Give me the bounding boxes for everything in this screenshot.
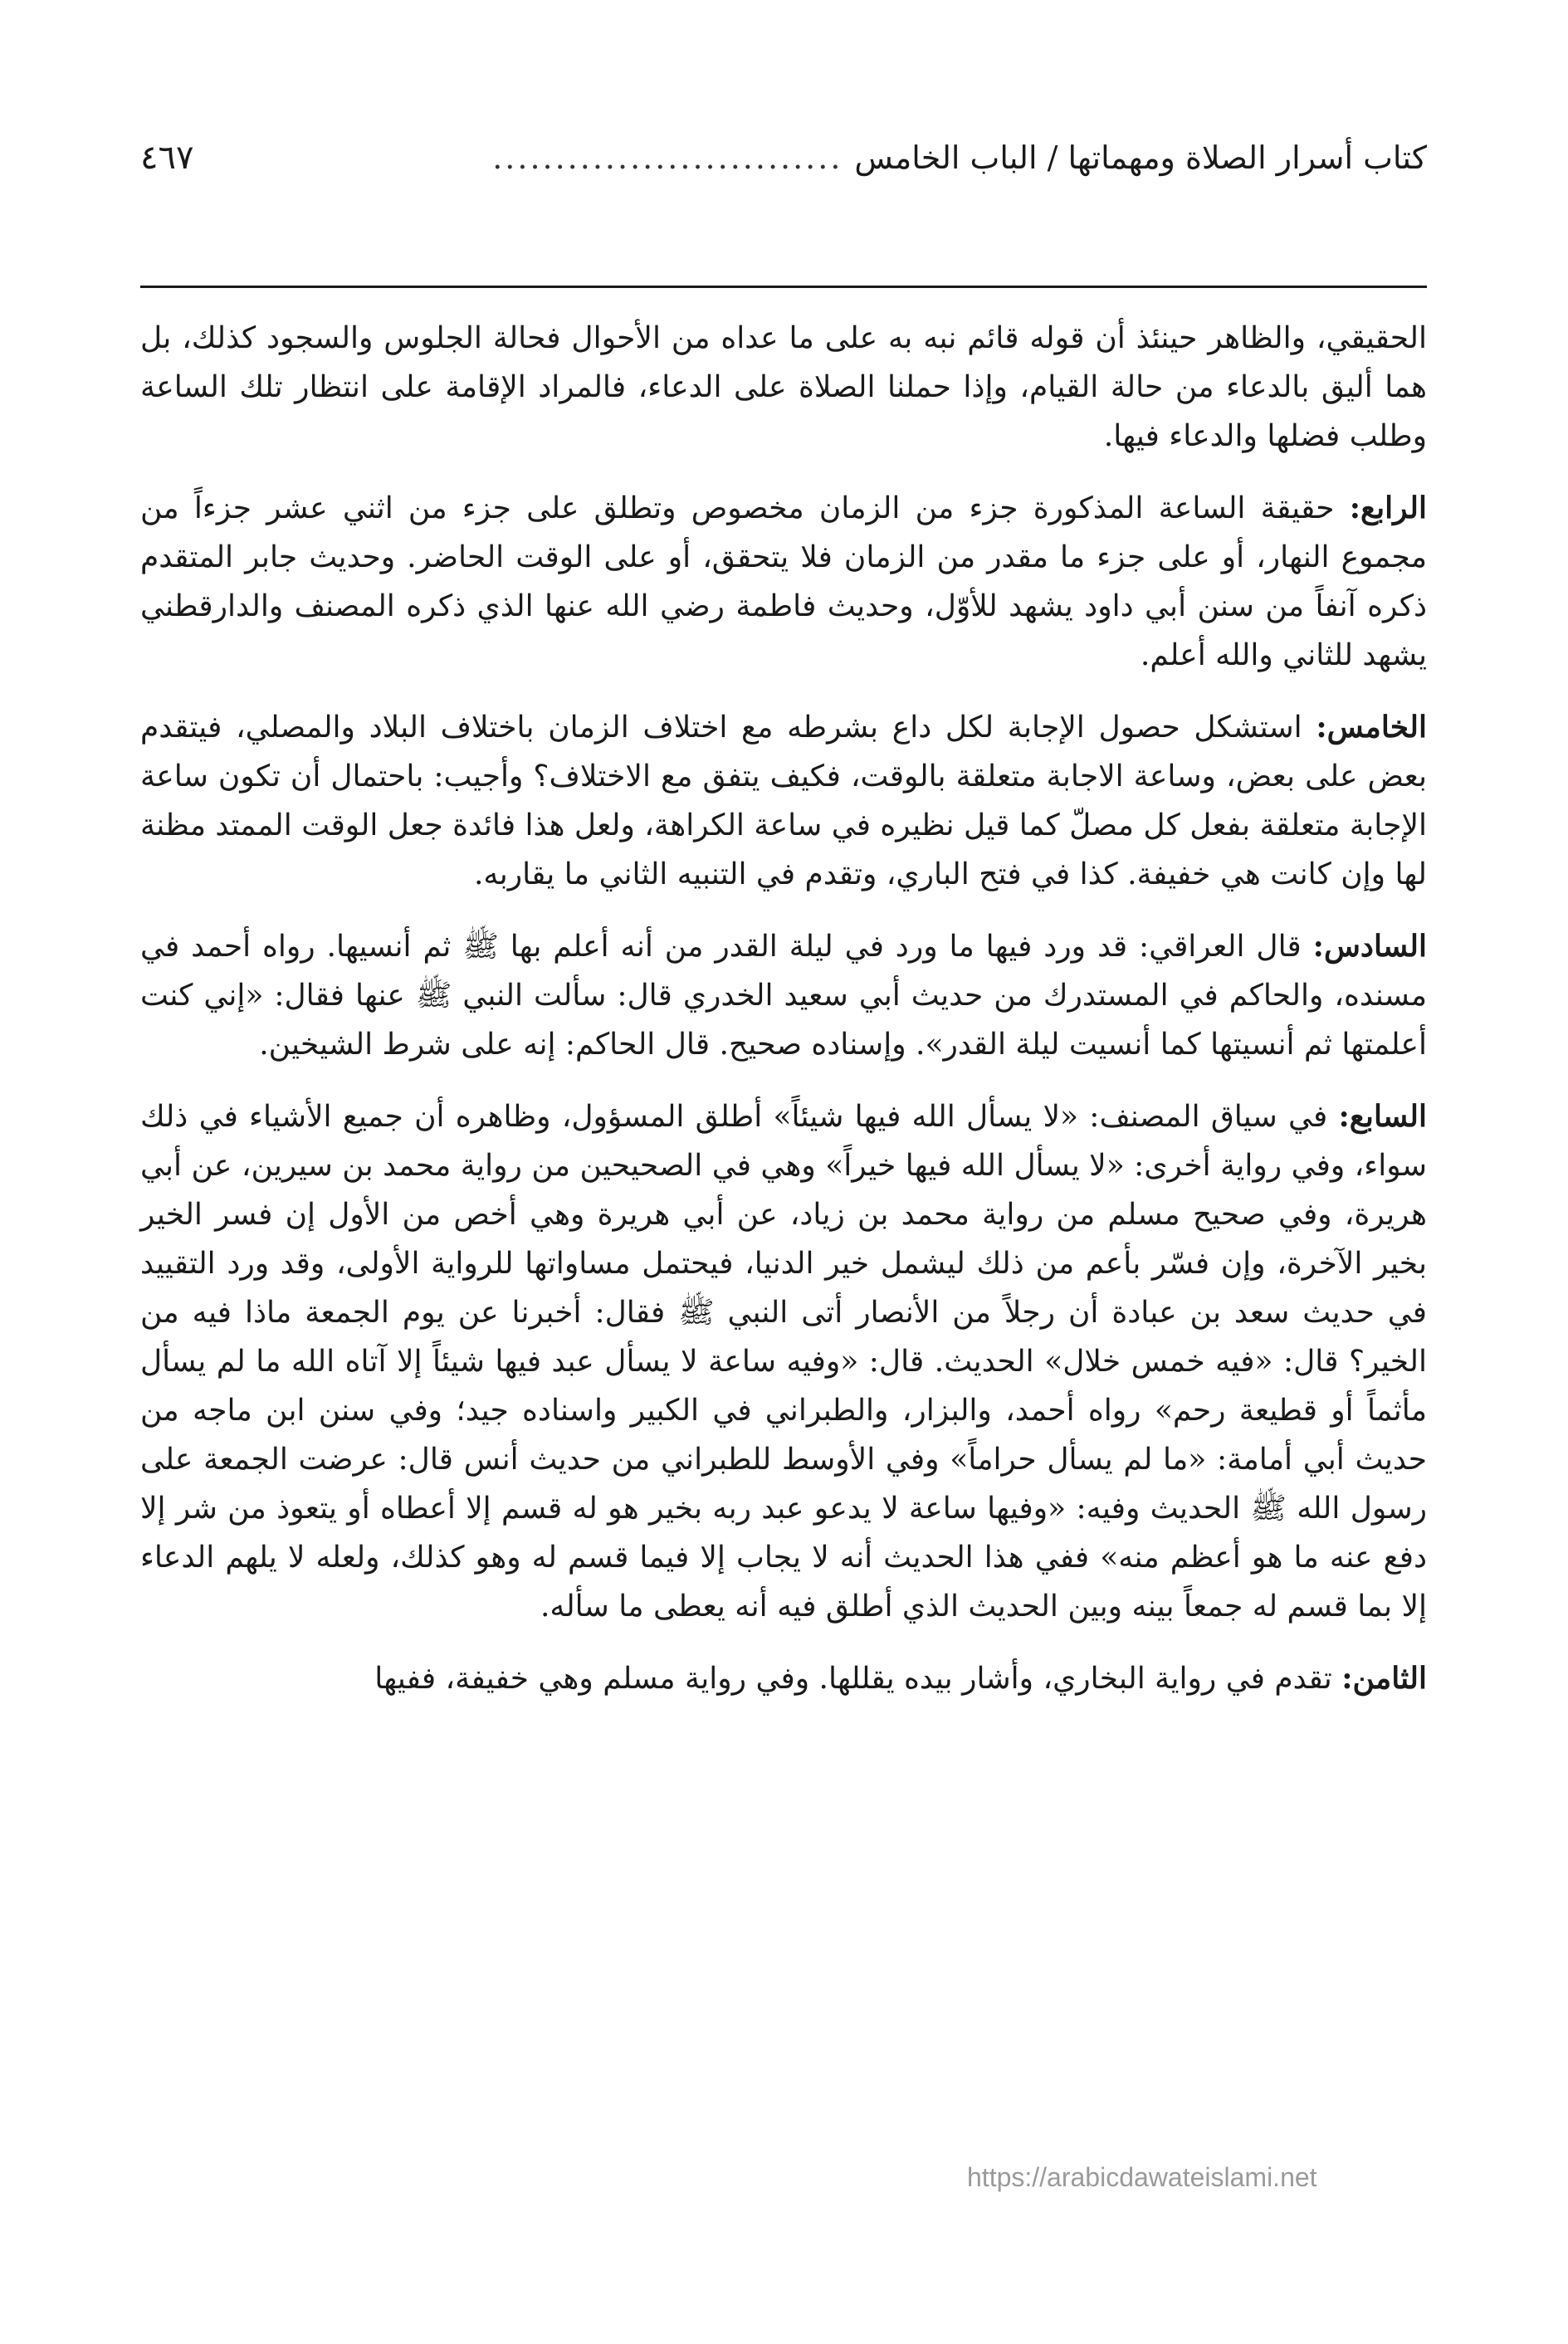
section-label: الثامن:	[1341, 1661, 1427, 1696]
main-text	[140, 314, 1427, 1726]
paragraph-continuation	[140, 314, 1427, 461]
paragraph-fourth	[140, 484, 1427, 680]
section-label: السادس:	[1312, 929, 1427, 964]
paragraph-text: في سياق المصنف: «لا يسأل الله فيها شيئاً» أطلق المسؤول، وظاهره أن جميع الأشياء في ذلك سواء، وفي رواية أخرى: «لا يسأل الله فيها خيراً» وهي في الصحيحين من رواية محمد بن سيرين، عن أبي هريرة، وفي صحيح مسلم من رواية محمد بن زياد، عن أبي هريرة وهي أخص من الأول إن فسر الخير بخير الآخرة، وإن فسّر بأعم من ذلك ليشمل خير الدنيا، فيحتمل مساواتها للرواية الأولى، وقد ورد التقييد في حديث سعد بن عبادة أن رجلاً من الأنصار أتى النبي ﷺ فقال: أخبرنا عن يوم الجمعة ماذا فيه من الخير؟ قال: «فيه خمس خلال» الحديث. قال: «وفيه ساعة لا يسأل عبد فيها شيئاً إلا آتاه الله ما لم يسأل مأثماً أو قطيعة رحم» رواه أحمد، والبزار، والطبراني في الكبير واسناده جيد؛ وفي سنن ابن ماجه من حديث أبي أمامة: «ما لم يسأل حراماً» وفي الأوسط للطبراني من حديث أنس قال: عرضت الجمعة على رسول الله ﷺ الحديث وفيه: «وفيها ساعة لا يدعو عبد ربه بخير هو له قسم إلا أعطاه أو يتعوذ من شر إلا دفع عنه ما هو أعظم منه» ففي هذا الحديث أنه لا يجاب إلا فيما قسم له وهو كذلك، ولعله لا يلهم الدعاء إلا بما قسم له جمعاً بينه وبين الحديث الذي أطلق فيه أنه يعطى ما سأله.	[140, 1100, 1427, 1624]
section-label: الخامس:	[1316, 710, 1427, 745]
paragraph-eighth	[140, 1654, 1427, 1703]
section-label: الرابع:	[1349, 491, 1427, 525]
paragraph-text: تقدم في رواية البخاري، وأشار بيده يقللها. وفي رواية مسلم وهي خفيفة، ففيها	[374, 1662, 1342, 1696]
page-number: ٤٦٧	[140, 139, 194, 177]
header-rule	[140, 286, 1427, 288]
paragraph-sixth	[140, 922, 1427, 1069]
paragraph-seventh	[140, 1092, 1427, 1631]
watermark-url: https://arabicdawateislami.net	[967, 2162, 1317, 2192]
paragraph-fifth	[140, 703, 1427, 899]
paragraph-text: استشكل حصول الإجابة لكل داع بشرطه مع اختلاف الزمان باختلاف البلاد والمصلي، فيتقدم بعض على بعض، وساعة الاجابة متعلقة بالوقت، فكيف يتفق مع الاختلاف؟ وأجيب: باحتمال أن تكون ساعة الإجابة متعلقة بفعل كل مصلّ كما قيل نظيره في ساعة الكراهة، ولعل هذا فائدة جعل الوقت الممتد مظنة لها وإن كانت هي خفيفة. كذا في فتح الباري، وتقدم في التنبيه الثاني ما يقاربه.	[140, 711, 1427, 891]
header-leader-dots: ............................	[492, 139, 843, 176]
paragraph-text: قال العراقي: قد ورد فيها ما ورد في ليلة القدر من أنه أعلم بها ﷺ ثم أنسيها. رواه أحمد في مسنده، والحاكم في المستدرك من حديث أبي سعيد الخدري قال: سألت النبي ﷺ عنها فقال: «إني كنت أعلمتها ثم أنسيتها كما أنسيت ليلة القدر». وإسناده صحيح. قال الحاكم: إنه على شرط الشيخين.	[140, 930, 1427, 1062]
paragraph-text: الحقيقي، والظاهر حينئذ أن قوله قائم نبه به على ما عداه من الأحوال فحالة الجلوس والسجود كذلك، بل هما أليق بالدعاء من حالة القيام، وإذا حملنا الصلاة على الدعاء، فالمراد الإقامة على انتظار تلك الساعة وطلب فضلها والدعاء فيها.	[140, 321, 1427, 453]
running-header	[140, 133, 1427, 183]
header-title: كتاب أسرار الصلاة ومهماتها / الباب الخامس	[854, 139, 1427, 176]
section-label: السابع:	[1338, 1099, 1427, 1134]
paragraph-text: حقيقة الساعة المذكورة جزء من الزمان مخصوص وتطلق على جزء من اثني عشر جزءاً من مجموع النهار، أو على جزء ما مقدر من الزمان فلا يتحقق، أو على الوقت الحاضر. وحديث جابر المتقدم ذكره آنفاً من سنن أبي داود يشهد للأوّل، وحديث فاطمة رضي الله عنها الذي ذكره المصنف والدارقطني يشهد للثاني والله أعلم.	[140, 491, 1427, 672]
